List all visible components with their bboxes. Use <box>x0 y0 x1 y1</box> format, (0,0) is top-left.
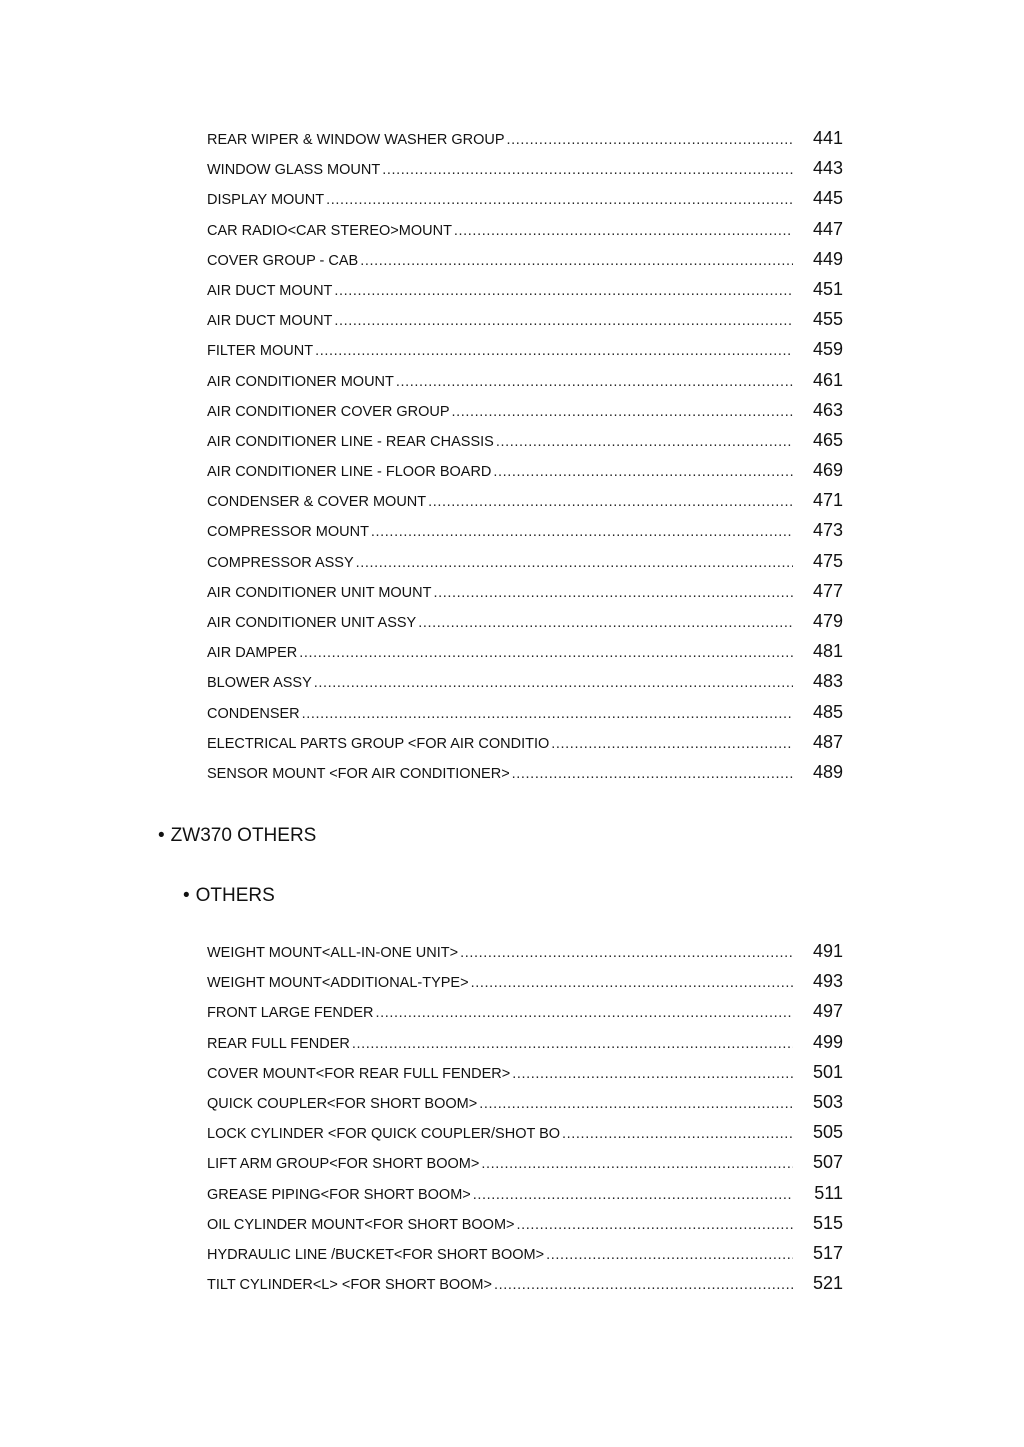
toc-entry[interactable] <box>207 339 843 369</box>
toc-dot-leader <box>479 1096 793 1112</box>
toc-dot-leader <box>352 1036 793 1052</box>
toc-entry-title: COMPRESSOR ASSY <box>207 554 354 571</box>
toc-dot-leader <box>382 162 793 178</box>
toc-entry[interactable] <box>207 1001 843 1031</box>
toc-dot-leader <box>454 223 793 239</box>
toc-dot-leader <box>334 313 793 329</box>
toc-entry[interactable] <box>207 1183 843 1213</box>
toc-entry[interactable] <box>207 219 843 249</box>
toc-entry-title: TILT CYLINDER<L> <FOR SHORT BOOM> <box>207 1277 492 1294</box>
toc-entry[interactable] <box>207 1032 843 1062</box>
toc-entry[interactable] <box>207 1152 843 1182</box>
toc-entry-title: AIR DAMPER <box>207 645 298 662</box>
toc-entry-title: WEIGHT MOUNT<ADDITIONAL-TYPE> <box>207 975 469 992</box>
toc-dot-leader <box>396 374 793 390</box>
toc-dot-leader <box>512 1066 793 1082</box>
toc-entry-page-number: 479 <box>812 611 843 631</box>
section-heading-text: ZW370 OTHERS <box>170 825 317 846</box>
toc-entry[interactable] <box>207 1273 843 1303</box>
toc-dot-leader <box>315 343 793 359</box>
toc-entry-title: WEIGHT MOUNT<ALL-IN-ONE UNIT> <box>207 945 459 961</box>
toc-entry-title: AIR CONDITIONER COVER GROUP <box>207 403 450 420</box>
toc-entry-title: CAR RADIO<CAR STEREO>MOUNT <box>207 222 452 239</box>
toc-dot-leader <box>493 464 793 480</box>
subsection-heading-others <box>183 885 275 907</box>
toc-entry[interactable] <box>207 490 843 520</box>
toc-dot-leader <box>371 524 793 540</box>
toc-dot-leader <box>460 945 793 961</box>
toc-entry[interactable] <box>207 551 843 581</box>
toc-entry[interactable] <box>207 460 843 490</box>
toc-entry[interactable] <box>207 158 843 188</box>
toc-entry-page-number: 497 <box>812 1001 843 1022</box>
toc-entry[interactable] <box>207 732 843 762</box>
toc-entry-page-number: 445 <box>812 188 843 209</box>
toc-entry[interactable] <box>207 1062 843 1092</box>
toc-dot-leader <box>334 283 793 299</box>
toc-entry-page-number: 441 <box>812 128 843 148</box>
toc-entry-title: CONDENSER & COVER MOUNT <box>207 494 427 511</box>
toc-entry-page-number: 485 <box>812 701 843 722</box>
bullet-icon: • <box>158 825 165 846</box>
toc-entry[interactable] <box>207 188 843 218</box>
toc-dot-leader <box>551 736 793 752</box>
toc-entry[interactable] <box>207 249 843 279</box>
toc-entry[interactable] <box>207 971 843 1001</box>
toc-entry-page-number: 493 <box>812 971 843 992</box>
subsection-heading-text: OTHERS <box>195 885 275 906</box>
toc-entry-page-number: 507 <box>812 1152 843 1173</box>
toc-entry[interactable] <box>207 1092 843 1122</box>
toc-dot-leader <box>562 1126 793 1142</box>
toc-entry-page-number: 465 <box>812 429 843 450</box>
toc-entry-title: DISPLAY MOUNT <box>207 192 325 209</box>
toc-entry-title: FILTER MOUNT <box>207 343 314 360</box>
toc-dot-leader <box>517 1217 793 1233</box>
toc-entry-title: AIR CONDITIONER LINE - FLOOR BOARD <box>207 464 492 481</box>
toc-entry-page-number: 483 <box>812 671 843 692</box>
toc-dot-leader <box>496 434 793 450</box>
toc-dot-leader <box>512 766 793 782</box>
toc-entry-page-number: 443 <box>812 158 843 179</box>
toc-entry-title: BLOWER ASSY <box>207 675 312 692</box>
toc-list-air-conditioning <box>207 128 843 792</box>
toc-entry-title: HYDRAULIC LINE /BUCKET<FOR SHORT BOOM> <box>207 1246 545 1263</box>
toc-dot-leader <box>494 1277 793 1293</box>
toc-dot-leader <box>471 975 793 991</box>
toc-list-others <box>207 941 843 1303</box>
toc-entry[interactable] <box>207 370 843 400</box>
toc-entry-title: LOCK CYLINDER <FOR QUICK COUPLER/SHOT BO <box>207 1126 561 1143</box>
toc-entry-page-number: 505 <box>812 1122 843 1143</box>
toc-entry-page-number: 517 <box>812 1242 843 1263</box>
toc-entry-page-number: 515 <box>812 1212 843 1233</box>
toc-entry[interactable] <box>207 1243 843 1273</box>
section-heading-zw370-others <box>158 825 316 847</box>
toc-entry-page-number: 447 <box>812 218 843 239</box>
toc-dot-leader <box>314 675 793 691</box>
toc-entry-page-number: 501 <box>812 1061 843 1082</box>
toc-entry-title: AIR DUCT MOUNT <box>207 282 333 299</box>
toc-entry-title: COMPRESSOR MOUNT <box>207 524 369 541</box>
toc-dot-leader <box>546 1247 793 1263</box>
toc-entry-page-number: 475 <box>812 550 843 571</box>
toc-entry-title: COVER GROUP - CAB <box>207 252 359 269</box>
toc-entry-title: FRONT LARGE FENDER <box>207 1005 374 1022</box>
toc-entry-page-number: 481 <box>812 641 843 662</box>
toc-entry[interactable] <box>207 671 843 701</box>
toc-entry-page-number: 459 <box>812 339 843 360</box>
toc-entry-title: REAR FULL FENDER <box>207 1035 350 1052</box>
toc-entry-title: AIR CONDITIONER UNIT MOUNT <box>207 584 432 601</box>
toc-entry[interactable] <box>207 309 843 339</box>
toc-dot-leader <box>507 132 793 148</box>
toc-entry-page-number: 463 <box>812 399 843 420</box>
toc-entry-title: AIR DUCT MOUNT <box>207 313 333 330</box>
toc-entry-title: AIR CONDITIONER MOUNT <box>207 373 394 390</box>
toc-entry[interactable] <box>207 1213 843 1243</box>
toc-entry-page-number: 511 <box>814 1182 843 1203</box>
toc-entry-page-number: 499 <box>812 1031 843 1052</box>
toc-entry-page-number: 455 <box>812 309 843 330</box>
toc-entry-page-number: 451 <box>812 278 843 299</box>
toc-entry[interactable] <box>207 400 843 430</box>
toc-entry-title: AIR CONDITIONER UNIT ASSY <box>207 615 417 631</box>
toc-entry-page-number: 477 <box>812 580 843 601</box>
toc-dot-leader <box>360 253 793 269</box>
toc-dot-leader <box>433 585 793 601</box>
toc-entry-title: LIFT ARM GROUP<FOR SHORT BOOM> <box>207 1156 480 1173</box>
toc-entry-page-number: 449 <box>812 248 843 269</box>
toc-entry[interactable] <box>207 762 843 792</box>
toc-entry[interactable] <box>207 128 843 158</box>
toc-dot-leader <box>326 192 793 208</box>
toc-entry[interactable] <box>207 702 843 732</box>
toc-entry-title: WINDOW GLASS MOUNT <box>207 162 381 179</box>
toc-entry[interactable] <box>207 611 843 641</box>
toc-entry-page-number: 489 <box>812 761 843 782</box>
toc-dot-leader <box>473 1187 793 1203</box>
toc-dot-leader <box>299 645 793 661</box>
toc-entry-title: GREASE PIPING<FOR SHORT BOOM> <box>207 1186 471 1203</box>
toc-dot-leader <box>428 494 793 510</box>
toc-entry-page-number: 521 <box>812 1273 843 1294</box>
toc-entry[interactable] <box>207 581 843 611</box>
toc-entry-page-number: 473 <box>812 520 843 541</box>
toc-dot-leader <box>302 706 793 722</box>
toc-dot-leader <box>452 404 794 420</box>
toc-entry[interactable] <box>207 279 843 309</box>
toc-entry-page-number: 471 <box>812 490 843 511</box>
toc-dot-leader <box>481 1156 793 1172</box>
toc-entry-page-number: 469 <box>812 460 843 481</box>
toc-entry-title: AIR CONDITIONER LINE - REAR CHASSIS <box>207 433 494 450</box>
toc-entry-title: REAR WIPER & WINDOW WASHER GROUP <box>207 132 505 148</box>
toc-entry[interactable] <box>207 430 843 460</box>
toc-entry-title: CONDENSER <box>207 705 300 722</box>
toc-entry-title: SENSOR MOUNT <FOR AIR CONDITIONER> <box>207 765 510 782</box>
toc-entry-title: COVER MOUNT<FOR REAR FULL FENDER> <box>207 1065 511 1082</box>
toc-entry-page-number: 491 <box>812 941 843 961</box>
bullet-icon: • <box>183 885 190 906</box>
toc-entry[interactable] <box>207 1122 843 1152</box>
toc-entry-title: OIL CYLINDER MOUNT<FOR SHORT BOOM> <box>207 1216 515 1233</box>
toc-dot-leader <box>418 615 793 631</box>
toc-entry[interactable] <box>207 941 843 971</box>
toc-dot-leader <box>356 555 793 571</box>
toc-entry[interactable] <box>207 520 843 550</box>
toc-dot-leader <box>376 1005 793 1021</box>
toc-entry-page-number: 487 <box>812 731 843 752</box>
toc-entry[interactable] <box>207 641 843 671</box>
toc-entry-page-number: 503 <box>812 1091 843 1112</box>
toc-entry-page-number: 461 <box>812 369 843 390</box>
toc-entry-title: ELECTRICAL PARTS GROUP <FOR AIR CONDITIO <box>207 735 550 752</box>
toc-entry-title: QUICK COUPLER<FOR SHORT BOOM> <box>207 1095 478 1112</box>
